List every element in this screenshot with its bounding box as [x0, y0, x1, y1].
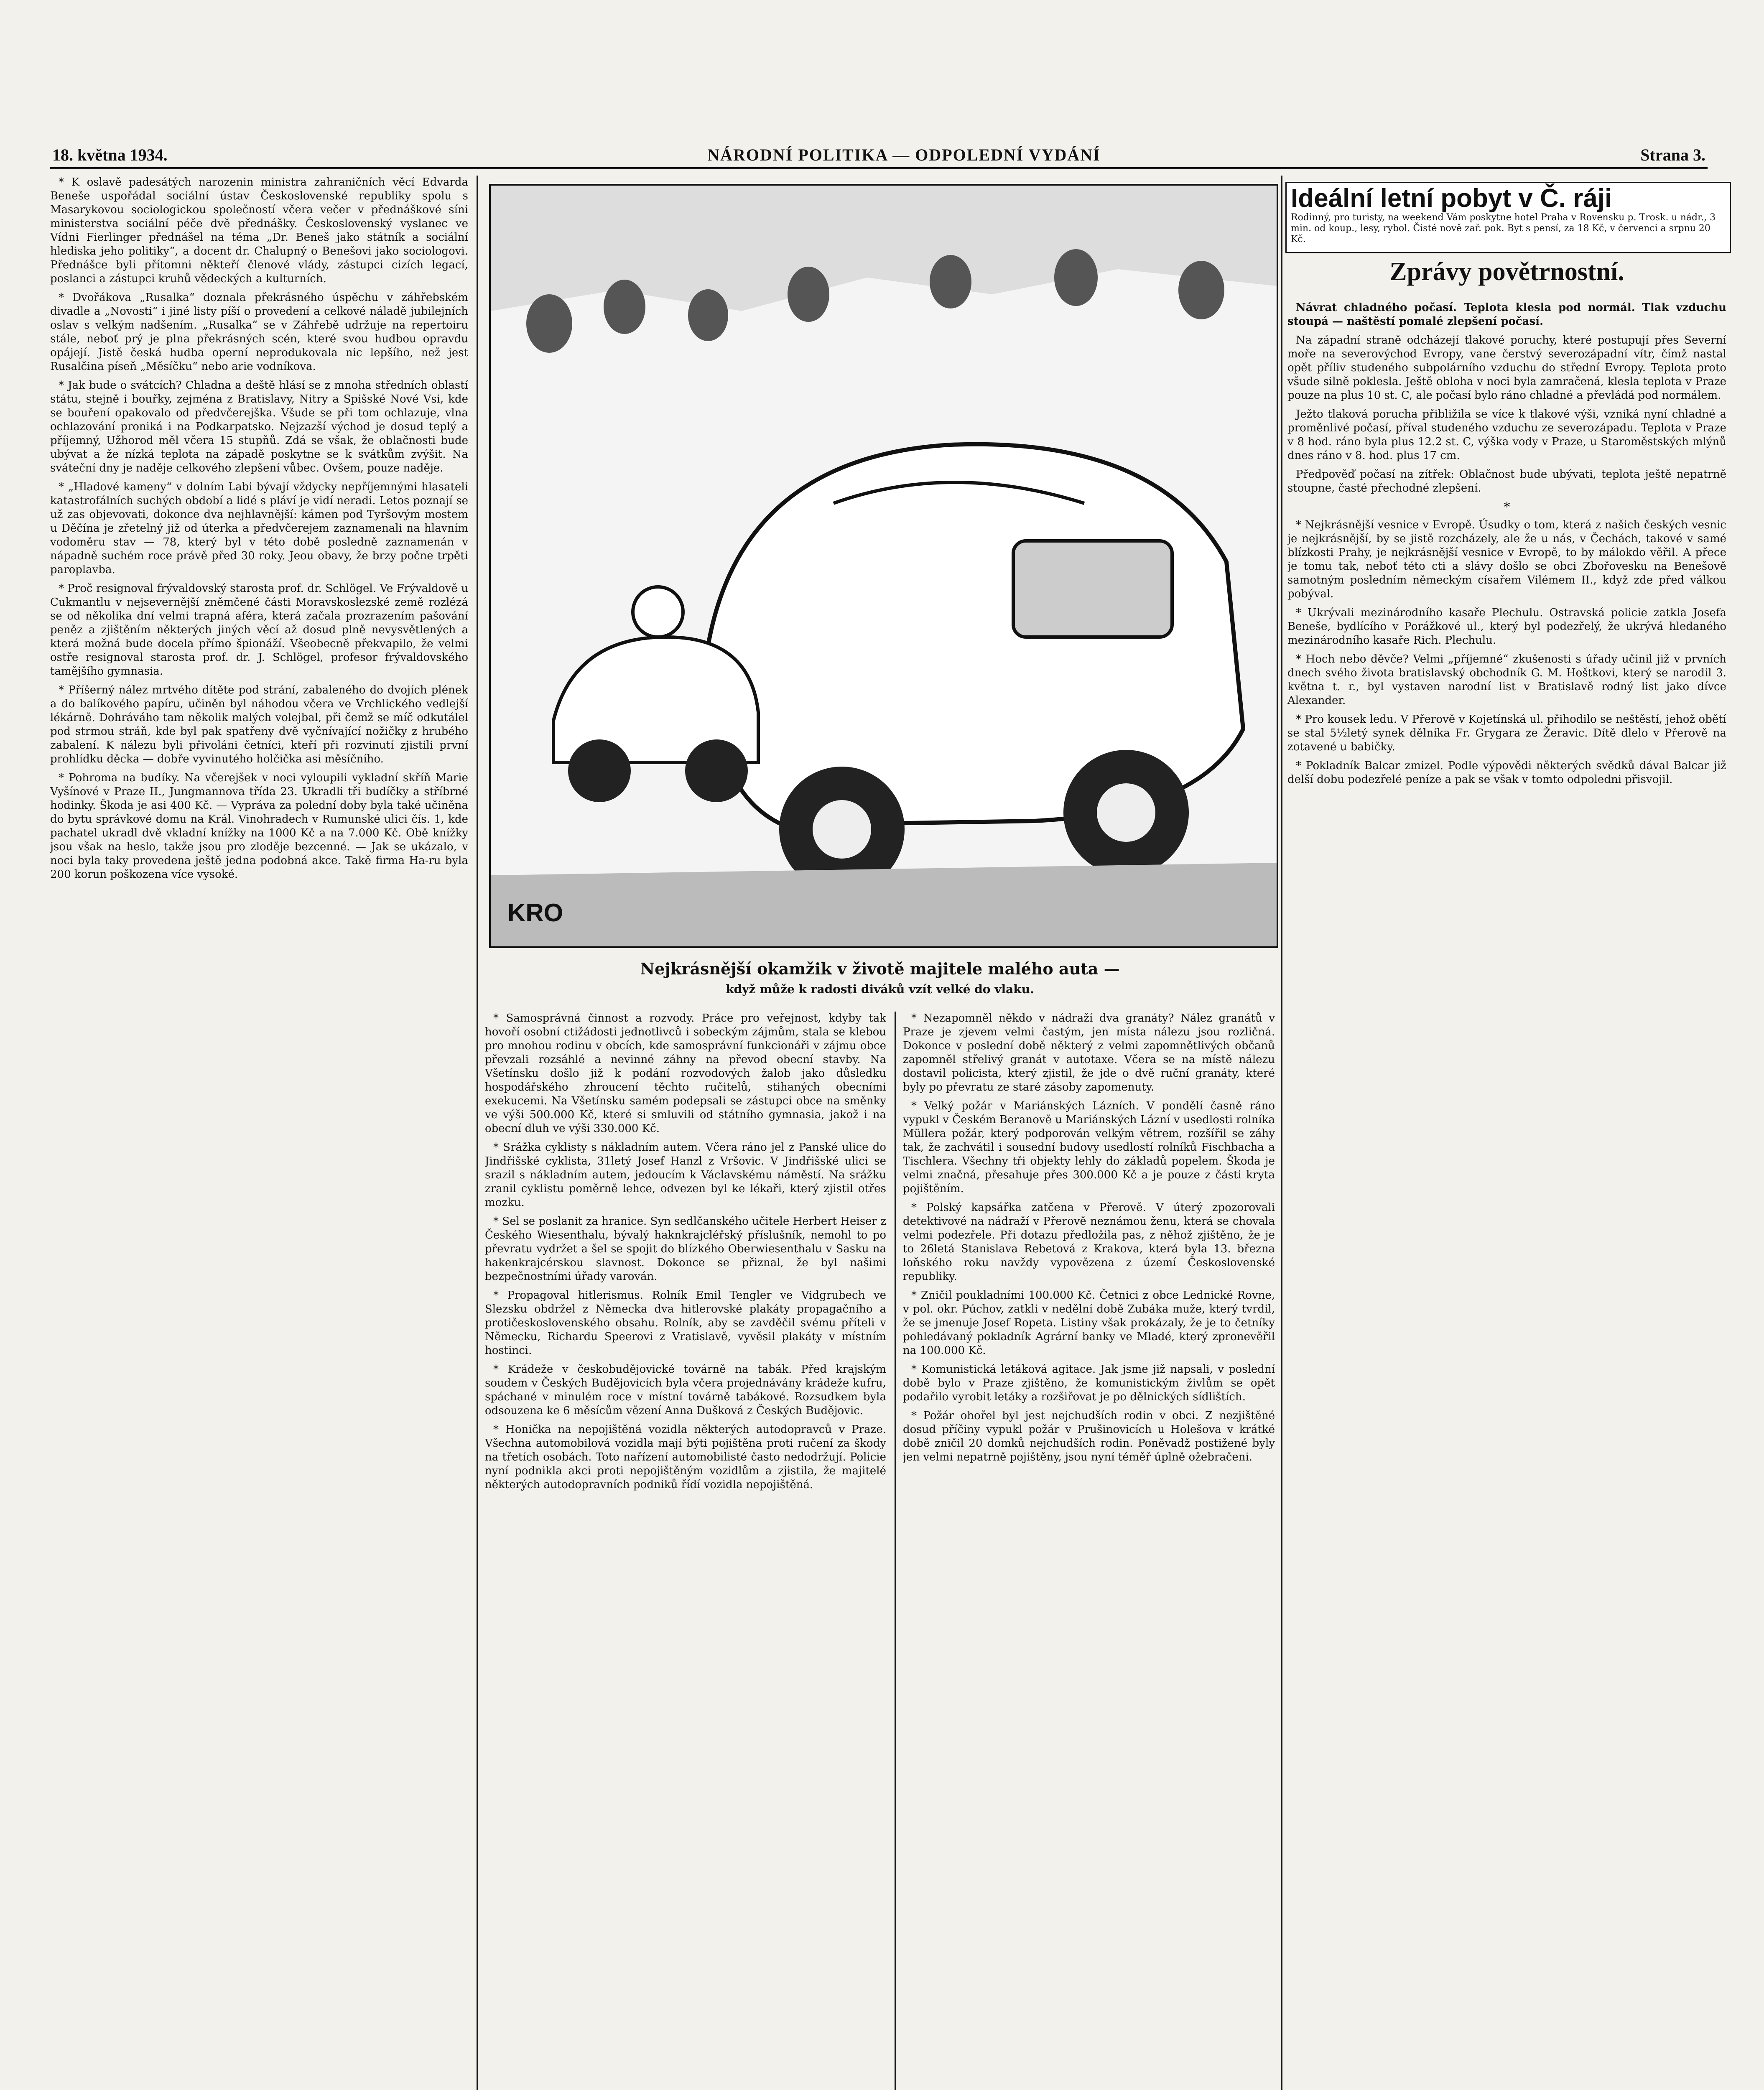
cartoon-caption: Nejkrásnější okamžik v životě majitele malého auta — [640, 959, 1120, 978]
weather-paragraph: Ježto tlaková porucha přibližila se více k tlakové výši, vzniká nyní chladné a proměnlivé počasí, příval studeného vzduchu ze severozápadu. Teplota v Praze v 8 hod. ráno byla plus 12.2 st. C, výška vody v Praze, u Staroměstských mlýnů dnes ráno v 8. hod. plus 17 cm. [1287, 408, 1726, 462]
section-star: * [1504, 500, 1510, 515]
column-divider [895, 1012, 896, 2090]
cartoon-signature: KRO [507, 899, 563, 927]
article: * K oslavě padesátých narozenin ministra zahraničních věcí Edvarda Beneše uspořádal sociální ústav Československé republiky spolu s Masarykovou sociologickou společností včera večer v přednáškové síni ministerstva sociální péče dvě přednášky. Československý vyslanec ve Vídni Fierlinger přednášel na téma „Dr. Beneš jako státník a sociální hlediska jeho politiky“, a docent dr. Chalupný o Benešovi jako sociologovi. Přednášce byli přítomni někteří členové vlády, zástupci cizích legací, poslanci a zástupci kruhů vědeckých a kulturních. [50, 176, 468, 285]
article: * Jak bude o svátcích? Chladna a deště hlásí se z mnoha středních oblastí státu, stejně i bouřky, zejména z Bratislavy, Nitry a Spišské Nové Vsi, kde se bouření opakovalo od předvčerejška. Všude se při tom ochlazuje, vlna ochlazování proniká i na Podkarpatsko. Nejzazší východ je dosud teplý a příjemný, Užhorod měl včera 15 stupňů. Zdá se však, že oblačnosti bude ubývat a že nízká teplota na západě poskytne se k svátkům zvýšit. Na sváteční dny je naděje celkového zlepšení vůbec. Ovšem, pouze naděje. [50, 379, 468, 474]
weather-heading: Zprávy povětrnostní. [1389, 257, 1624, 286]
article: * Velký požár v Mariánských Lázních. V pondělí časně ráno vypukl v Českém Beranově u Mariánských Lázní v usedlosti rolníka Müllera požár, který podporován velkým větrem, rozšířil se záhy tak, že zachvátil i sousední budovy usedlostí rolníků Fischbacha a Tischlera. Všechny tři objekty lehly do základů popelem. Škoda je velmi značná, přesahuje přes 300.000 Kč a je pouze z části kryta pojištěním. [903, 1100, 1275, 1195]
newspaper-title: NÁRODNÍ POLITIKA — ODPOLEDNÍ VYDÁNÍ [707, 145, 1101, 164]
column-middle-left [485, 1012, 886, 2090]
article: * Pohroma na budíky. Na včerejšek v noci vyloupili vykladní skříň Marie Vyšínové v Praze II., Jungmannova třída 23. Ukradli tři budíčky a stříbrné hodinky. Škoda je asi 400 Kč. — Vypráva za polední doby byla také učiněna do bytu správkové domu na Král. Vinohradech v Rumunské ulici čís. 1, kde pachatel ukradl dvě vkladní knížky na 1000 Kč a na 7.000 Kč. Obě knížky jsou však na heslo, takže jsou pro zloděje bezcenné. — Jak se ukázalo, v noci byla taky provedena ještě jedna podobná akce. Takě firma Ha-ru byla 200 korun poškozena více vysoké. [50, 772, 468, 881]
cartoon-subcaption: když může k radosti diváků vzít velké do vlaku. [726, 982, 1034, 996]
article: * Srážka cyklisty s nákladním autem. Včera ráno jel z Panské ulice do Jindřišské cyklista, 31letý Josef Hanzl z Vršovic. V Jindřišské ulici se srazil s nákladním autem, jedoucím k Václavskému náměstí. Na srážku zranil cyklistu poměrně lehce, odvezen byl ke lékaři, který zjistil otřes mozku. [485, 1141, 886, 1209]
article: * Sel se poslanit za hranice. Syn sedlčanského učitele Herbert Heiser z Českého Wiesenthalu, bývalý haknkrajcléřský příslušník, nemohl to po převratu vydržet a šel se spojit do blízkého Oberwiesenthalu v Sasku na hakenkrajcérskou slavnost. Dokonce se přiznal, že byl našimi bezpečnostními úřady varován. [485, 1215, 886, 1283]
column-right [1287, 301, 1726, 2090]
weather-lead: Návrat chladného počasí. Teplota klesla pod normál. Tlak vzduchu stoupá — naštěstí pomalé zlepšení počasí. [1287, 301, 1726, 328]
article: * Nezapomněl někdo v nádraží dva granáty? Nález granátů v Praze je zjevem velmi častým, jen místa nálezu jsou rozličná. Dokonce v poslední době některý z velmi zapomnětlivých občanů zapomněl střelivý granát v autotaxe. Včera se na místě nálezu dostavil policista, který zjistil, že jde o dvě ruční granáty, které byly po převratu ze staré zásoby zapomenuty. [903, 1012, 1275, 1093]
article: * Zničil poukladními 100.000 Kč. Četnici z obce Lednické Rovne, v pol. okr. Púchov, zatkli v nedělní době Zubáka muže, který tvrdil, že se jmenuje Josef Ropeta. Listiny však prokázaly, že je to četníky pohledávaný pokladník Agrární banky ve Mladé, který zpronevěřil na 100.000 Kč. [903, 1289, 1275, 1357]
article: * Polský kapsářka zatčena v Přerově. V úterý zpozorovali detektivové na nádraží v Přerově neznámou ženu, která se chovala velmi podezřele. Při dotazu předložila pas, z něhož zjištěno, že je to 26letá Stanislava Rebetová z Krakova, která byla 13. března loňského roku navždy vypovězena z území Československé republiky. [903, 1201, 1275, 1283]
article: * Požár ohořel byl jest nejchudších rodin v obci. Z nezjištěné dosud příčiny vypukl požár v Prušinovicích u Holešova v krátké době zničil 20 domků nejchudších rodin. Poněvadž postižené byly jen velmi nepatrně pojištěny, jsou nyní téměř úplně ožebračeni. [903, 1409, 1275, 1463]
article: * Proč resignoval frývaldovský starosta prof. dr. Schlögel. Ve Frývaldově u Cukmantlu v nejsevernější zněmčené části Moravskoslezské země rozlézá se od několika dní velmi trapná aféra, která začala prozrazením pašování peněz a zjištěním některých jiných věcí až dosud plně nevysvětlených a která možná bude docela přímo špionáží. Všeobecně překvapilo, že velmi ostře resignoval starosta prof. dr. J. Schlögel, profesor frývaldovského tamějšího gymnasia. [50, 582, 468, 678]
weather-paragraph: Předpověď počasí na zítřek: Oblačnost bude ubývati, teplota ještě nepatrně stoupne, časté přechodné zlepšení. [1287, 468, 1726, 494]
article: * Pro kousek ledu. V Přerově v Kojetínská ul. přihodilo se neštěstí, jehož obětí se stal 5½letý synek dělníka Fr. Grygara ze Žeravic. Dítě dlelo v Přerově na zotavené u babičky. [1287, 713, 1726, 753]
hotel-advertisement [1285, 182, 1731, 253]
column-middle-right [903, 1012, 1275, 2090]
issue-date: 18. května 1934. [52, 145, 168, 164]
column-left [50, 176, 468, 2090]
article: * Samosprávná činnost a rozvody. Práce pro veřejnost, kdyby tak hovoří osobní ctižádosti jednotlivců i sobeckým zájmům, stala se klebou pro mnohou rodinu v obcích, kde samosprávní funkcionáři v zájmu obce převzali rozsáhlé a nevinné záhny na převod obecní stavby. Na Všetínsku došlo již k podání rozvodových žalob jako důsledku hospodářského zhroucení těchto ručitelů, stihaných obecními exekucemi. Na Všetínsku samém podepsali se zástupci obce na směnky ve výši 500.000 Kč, které si smluvili od státního gymnasia, jakož i na obecní dluh ve výši 330.000 Kč. [485, 1012, 886, 1135]
article: * Hoch nebo děvče? Velmi „příjemné“ zkušenosti s úřady učinil již v prvních dnech svého života bratislavský obchodník G. M. Hoštkovi, který se narodil 3. května t. r., byl vystaven narodní list v Bratislavě rodný list jako dívce Alexander. [1287, 653, 1726, 707]
article: * Příšerný nález mrtvého dítěte pod strání, zabaleného do dvojích plének a do balíkového papíru, učiněn byl náhodou včera ve Vrchlického vedlejší lékárně. Dohráváho tam několik malých volejbal, při čemž se míč odkutálel pod strmou stráň, kde byl pak spatřeny dvě vyčnívající nožičky z hrubého zabalení. K nálezu byli přivoláni četníci, kteří při rozvinutí zjistili první prohlídku děcka — dobře vyvinutého holčička asi měsíčního. [50, 684, 468, 765]
article: * Honička na nepojištěná vozidla některých autodopravců v Praze. Všechna automobilová vozidla mají býti pojištěna proti ručení za škody na třetích osobách. Toto nařízení automobilisté často nedodržují. Policie nyní podnikla akci proti nepojištěným vozidlům a zjistila, že majitelé některých autodopravních podniků řídí vozidla nepojištěná. [485, 1423, 886, 1491]
cartoon-illustration [489, 184, 1278, 948]
article: * „Hladové kameny“ v dolním Labi bývají vždycky nepříjemnými hlasateli katastrofálních suchých období a lidé s pláví je vidí neradi. Letos poznají se už zas objevovati, dokonce dva nejhlavnější: kámen pod Tyršovým mostem u Děčína je zřetelný již od úterka a předvčerejem zaznamenali na hlavním vodoměru stav — 78, který byl v této době posledně zaznamenán v nápadně suchém roce právě před 30 roky. Jeou obavy, že brzy počne trpěti paroplavba. [50, 481, 468, 576]
article: * Krádeže v českobudějovické továrně na tabák. Před krajským soudem v Českých Budějovicích byla včera projednávány krádeže kufru, spáchané v minulém roce v místní továrně tabákové. Rozsudkem byla odsouzena ke 6 měsícům vězení Anna Dušková z Českých Budějovic. [485, 1363, 886, 1417]
article: * Propagoval hitlerismus. Rolník Emil Tengler ve Vidgrubech ve Slezsku obdržel z Německa dva hitlerovské plakáty propagačního a protičeskoslovenského obsahu. Rolník, aby se zavděčil svému příteli v Německu, Richardu Speerovi z Vratislavě, vyvěsil plakáty v místním hostinci. [485, 1289, 886, 1357]
article: * Komunistická letáková agitace. Jak jsme již napsali, v poslední době bylo v Praze zjištěno, že komunistickým živlům se opět podařilo vyrobit letáky a rozšiřovat je po dělnických sídlištích. [903, 1363, 1275, 1403]
column-divider [1281, 176, 1282, 2090]
article: * Ukrývali mezinárodního kasaře Plechulu. Ostravská policie zatkla Josefa Beneše, bydlícího v Porážkové ul., který byl podezřelý, že ukrývá hledaného mezinárodního kasaře Rich. Plechulu. [1287, 607, 1726, 647]
header-rule [50, 167, 1708, 169]
page-header [52, 144, 1705, 165]
weather-paragraph: Na západní straně odcházejí tlakové poruchy, které postupují přes Severní moře na severovýchod Evropy, vane čerstvý severozápadní vítr, čímž nastal opět příliv studeného subpolárního vzduchu do střední Evropy. Teplota proto všude silně poklesla. Ještě obloha v noci byla zamračená, klesla teplota v Praze pouze na plus 10 st. C, ale počasí bylo ráno chladné a převládá pod normálem. [1287, 334, 1726, 402]
article: * Nejkrásnější vesnice v Evropě. Úsudky o tom, která z našich českých vesnic je nejkrásnější, by se jistě rozcházely, ale že u nás, v Čechách, takové v samé blízkosti Prahy, je nejkrásnější vesnice v Evropě, to by málokdo věřil. A přece je tomu tak, neboť této cti a slávy došlo se obci Zbořovesku na Benešově samotným posledním německým císařem Vilémem II., když zde před válkou pobýval. [1287, 519, 1726, 600]
ad-text: Rodinný, pro turisty, na weekend Vám poskytne hotel Praha v Rovensku p. Trosk. u nádr., 3 min. od koup., lesy, rybol. Čisté nově zař. pok. Byt s pensí, za 18 Kč, v červenci a srpnu 20 Kč. [1291, 212, 1716, 245]
page-number: Strana 3. [1640, 145, 1705, 164]
cartoon-car-drawing [491, 186, 1277, 946]
ad-headline: Ideální letní pobyt v Č. ráji [1291, 184, 1612, 213]
column-divider [477, 176, 478, 2090]
article: * Dvořákova „Rusalka“ doznala překrásného úspěchu v záhřebském divadle a „Novosti“ i jiné listy píší o provedení a celkové náladě jubilejních oslav s velkým nadšením. „Rusalka“ se v Záhřebě udržuje na repertoiru stále, neboť prý je plna překrásných scén, které svou hudbou opravdu opájejí. Jistě česká hudba operní neprodukovala nic lepšího, než jest Rusalčina píseň „Měsíčku“ nebo arie vodníkova. [50, 291, 468, 373]
article: * Pokladník Balcar zmizel. Podle výpovědi některých svědků dával Balcar již delší dobu podezřelé peníze a pak se však v tomto odpoledni přisvojil. [1287, 760, 1726, 786]
